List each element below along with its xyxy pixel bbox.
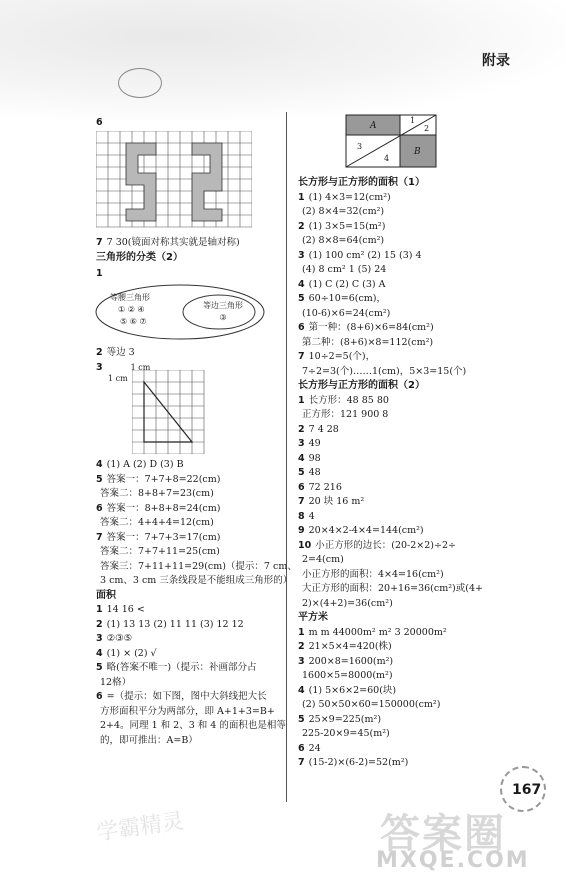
answer-line: [298, 292, 483, 307]
answer-line: [298, 481, 483, 496]
shape-digit-left: [126, 143, 156, 221]
answer-text: 20×4×2-4×4=144(cm²): [308, 525, 424, 536]
answer-text: =（提示：如下图，图中大斜线把大长: [106, 691, 267, 702]
question-number: 4: [96, 647, 103, 659]
question-number: 7: [96, 237, 103, 248]
stamp-logo: [118, 68, 162, 98]
answer-text: 60÷10=6(cm)，: [308, 293, 387, 304]
answer-line: [298, 437, 483, 452]
answer-text: 98: [308, 452, 321, 464]
question-number: 1: [96, 604, 103, 615]
question-number: 3: [96, 361, 103, 373]
answer-text: 12格）: [100, 676, 132, 688]
question-number: 7: [298, 757, 305, 768]
region-1-label: 1: [410, 116, 416, 125]
answer-text: (1) C (2) C (3) A: [308, 278, 386, 290]
answer-text: 略(答案不唯一)（提示：补画部分占: [106, 662, 257, 673]
answer-line: [298, 582, 483, 597]
answer-line: [96, 560, 297, 575]
answer-text: 答案一：7+7+8=22(cm): [106, 473, 221, 485]
answer-text: 答案二：8+8+7=23(cm): [100, 488, 214, 499]
label-items-2: ⑤ ⑥ ⑦: [120, 317, 147, 326]
answer-text: 2+4。同理 1 和 2、3 和 4 的面积也是相等: [100, 720, 286, 731]
answer-text: m m 44000m² m² 3 20000m²: [308, 626, 447, 638]
answer-text: (1) 13 13 (2) 11 11 (3) 12 12: [106, 618, 244, 630]
left-col-block-1: [96, 236, 240, 282]
answer-line: [298, 655, 483, 670]
answer-line: [96, 458, 297, 473]
watermark-left: 学霸精灵: [94, 808, 186, 846]
answer-text: 21×5×4=420(株): [308, 641, 392, 652]
answer-text: 答案二：4+4+4=12(cm): [100, 517, 214, 528]
answer-text: 225-20×9=45(m²): [302, 728, 390, 739]
answer-line: [298, 495, 483, 510]
left-col-block-3: [96, 458, 297, 748]
answer-text: (2) 8×8=64(cm²): [302, 235, 385, 246]
question-number: 6: [96, 117, 103, 128]
section-heading: 平方米: [298, 612, 328, 623]
answer-text: (15-2)×(6-2)=52(m²): [308, 757, 409, 768]
answer-line: [96, 661, 297, 676]
question-number: 4: [298, 452, 305, 464]
answer-line: [96, 545, 297, 560]
answer-text: (1) 3×5=15(m²): [308, 220, 386, 232]
answer-line: [298, 278, 483, 293]
answer-text: 48: [308, 467, 321, 478]
answer-line: [298, 684, 483, 699]
question-number: 6: [298, 742, 305, 754]
answer-line: [298, 307, 483, 322]
question-number: 6: [96, 502, 103, 514]
section-heading: 长方形与正方形的面积（1）: [298, 177, 425, 188]
answer-line: [96, 603, 297, 618]
answer-line: [298, 263, 483, 278]
answer-line: [96, 574, 297, 589]
answer-line: [298, 394, 483, 409]
answer-text: (1) 4×3=12(cm²): [308, 191, 391, 203]
answer-line: [298, 742, 483, 757]
answer-text: 49: [308, 438, 321, 449]
answer-line: [298, 713, 483, 728]
shape-digit-right: [192, 143, 222, 221]
region-3-label: 3: [357, 142, 363, 151]
question-number: 6: [96, 691, 103, 702]
question-number: 4: [96, 459, 103, 470]
question-number: 5: [96, 662, 103, 673]
answer-line: [96, 690, 297, 705]
answer-text: 答案一：7+7+3=17(cm): [106, 531, 221, 543]
answer-text: 1600×5=8000(m²): [302, 670, 393, 681]
answer-line: [96, 734, 297, 749]
answer-line: [298, 205, 483, 220]
answer-line: [298, 365, 483, 380]
question-number: 9: [298, 525, 305, 536]
answer-line: [298, 553, 483, 568]
answer-line: [298, 234, 483, 249]
question-number: 3: [298, 249, 305, 261]
question-number: 2: [96, 347, 103, 358]
ellipse-labels-outer: [110, 292, 150, 328]
page-title: 附录: [482, 53, 510, 69]
answer-text: 小正方形的面积：4×4=16(cm²): [302, 568, 444, 580]
answer-line: [96, 473, 297, 488]
answer-text: (1) 100 cm² (2) 15 (3) 4: [308, 249, 422, 261]
answer-line: [298, 452, 483, 467]
question-number: 1: [298, 191, 305, 203]
answer-line: [298, 220, 483, 235]
answer-line: [298, 727, 483, 742]
question-number: 7: [298, 496, 305, 507]
answer-line: [298, 640, 483, 655]
page-number: 167: [512, 782, 542, 798]
answer-line: [96, 516, 297, 531]
answer-text: 25×9=225(m²): [308, 713, 382, 725]
question-number: 7: [298, 351, 305, 362]
answer-text: 7 4 28: [308, 423, 339, 435]
answer-text: (1) × (2) √: [106, 647, 157, 659]
grid-figure-triangle: [132, 370, 210, 454]
answer-text: 2=4(cm): [302, 554, 344, 565]
answer-text: 7 30(镜面对称其实就是轴对称): [106, 237, 240, 248]
answer-text: (1) 5×6×2=60(块): [308, 684, 397, 696]
question-number: 7: [96, 531, 103, 543]
answer-text: 答案一：8+8+8=24(cm): [106, 502, 221, 514]
ellipse-labels-inner: [203, 300, 243, 324]
answer-line: [96, 632, 297, 647]
answer-line: [298, 321, 483, 336]
answer-line: [96, 705, 297, 720]
answer-line: [96, 676, 297, 691]
answer-line: [96, 487, 297, 502]
watermark-url: MXQE.COM: [376, 848, 530, 873]
answer-text: 4: [308, 510, 315, 522]
answer-text: ②③⑤: [106, 633, 133, 644]
answer-text: 72 216: [308, 481, 342, 493]
question-number: 6: [298, 322, 305, 333]
answer-text: (10-6)×6=24(cm²): [302, 307, 391, 319]
answer-text: 方形面积平分为两部分，即 A+1+3=B+: [100, 705, 275, 717]
label-items-1: ① ② ④: [118, 305, 145, 314]
question-number: 4: [298, 684, 305, 696]
answer-text: 14 16 <: [106, 604, 145, 615]
section-heading: 三角形的分类（2）: [96, 251, 183, 263]
region-b-label: B: [414, 147, 421, 157]
question-number: 5: [96, 473, 103, 485]
question-number: 6: [298, 481, 305, 493]
question-number: 2: [298, 641, 305, 652]
question-number: 5: [298, 713, 305, 725]
question-number: 2: [298, 423, 305, 435]
left-column: [96, 116, 107, 131]
answer-line: [298, 626, 483, 641]
question-number: 3: [298, 655, 305, 667]
answer-text: 等边 3: [106, 347, 135, 358]
scale-label-top: 1 cm: [130, 362, 151, 372]
answer-line: [298, 423, 483, 438]
answer-line: [298, 350, 483, 365]
question-number: 2: [298, 220, 305, 232]
answer-text: (2) 8×4=32(cm²): [302, 206, 385, 217]
region-a-label: A: [370, 121, 377, 131]
watermark-logo: 答案圈: [380, 811, 506, 857]
answer-text: 小正方形的边长：(20-2×2)÷2÷: [315, 539, 456, 551]
answer-text: 答案二：7+7+11=25(cm): [100, 546, 220, 557]
answer-text: 200×8=1600(m²): [308, 655, 394, 667]
question-number: 8: [298, 510, 305, 522]
answer-line: [298, 408, 483, 423]
region-2-label: 2: [424, 124, 430, 133]
scale-label-left: 1 cm: [108, 374, 128, 383]
label-item-3: ③: [219, 313, 227, 322]
label-isosceles: 等腰三角形: [110, 293, 150, 302]
answer-line: [96, 719, 297, 734]
label-equilateral: 等边三角形: [203, 301, 243, 310]
answer-text: 3 cm、3 cm 三条线段是不能组成三角形的）: [100, 575, 293, 586]
answer-text: 7÷2=3(个)……1(cm)，5×3=15(个): [302, 365, 467, 377]
answer-line: [96, 531, 297, 546]
question-number: 3: [96, 633, 103, 644]
question-number: 1: [298, 394, 305, 406]
answer-text: 24: [308, 742, 321, 754]
answer-text: 20 块 16 m²: [308, 496, 365, 507]
answer-line: [96, 502, 297, 517]
question-number: 3: [298, 438, 305, 449]
answer-line: [96, 647, 297, 662]
answer-line: [298, 597, 483, 612]
answer-line: [298, 249, 483, 264]
question-number: 1: [298, 626, 305, 638]
question-number: 2: [96, 618, 103, 630]
answer-text: (4) 8 cm² 1 (5) 24: [302, 264, 387, 275]
answer-line: [298, 466, 483, 481]
answer-text: 第一种：(8+6)×6=84(cm²): [308, 322, 434, 333]
answer-text: 答案三：7+11+11=29(cm)（提示：7 cm、: [100, 560, 297, 572]
answer-line: [96, 618, 297, 633]
answer-text: 2)×(4+2)=36(cm²): [302, 597, 393, 609]
question-number: 4: [298, 278, 305, 290]
section-heading: 长方形与正方形的面积（2）: [298, 380, 425, 391]
answer-text: 第二种：(8+6)×8=112(cm²): [302, 336, 434, 348]
answer-text: 的，即可推出：A=B）: [100, 734, 198, 746]
answer-text: 10÷2=5(个)，: [308, 351, 376, 362]
question-number: 1: [96, 268, 103, 279]
answer-text: 大正方形的面积：20+16=36(cm²)或(4+: [302, 583, 483, 594]
question-number: 5: [298, 293, 305, 304]
answer-line: [298, 756, 483, 771]
answer-line: [298, 524, 483, 539]
answer-line: [298, 510, 483, 525]
right-column: [298, 176, 483, 771]
answer-line: [298, 191, 483, 206]
answer-line: [298, 336, 483, 351]
question-number: 5: [298, 467, 305, 478]
answer-text: 正方形：121 900 8: [302, 409, 389, 420]
answer-line: [298, 698, 483, 713]
grid-figure-digits: [96, 131, 252, 235]
answer-line: [298, 568, 483, 583]
region-4-label: 4: [384, 154, 390, 163]
answer-text: 长方形：48 85 80: [308, 394, 389, 406]
question-number: 10: [298, 539, 312, 551]
answer-line: [298, 539, 483, 554]
answer-text: (1) A (2) D (3) B: [106, 459, 184, 470]
section-heading: 面积: [96, 589, 116, 601]
answer-line: [298, 669, 483, 684]
answer-text: (2) 50×50×60=150000(cm²): [302, 699, 441, 710]
